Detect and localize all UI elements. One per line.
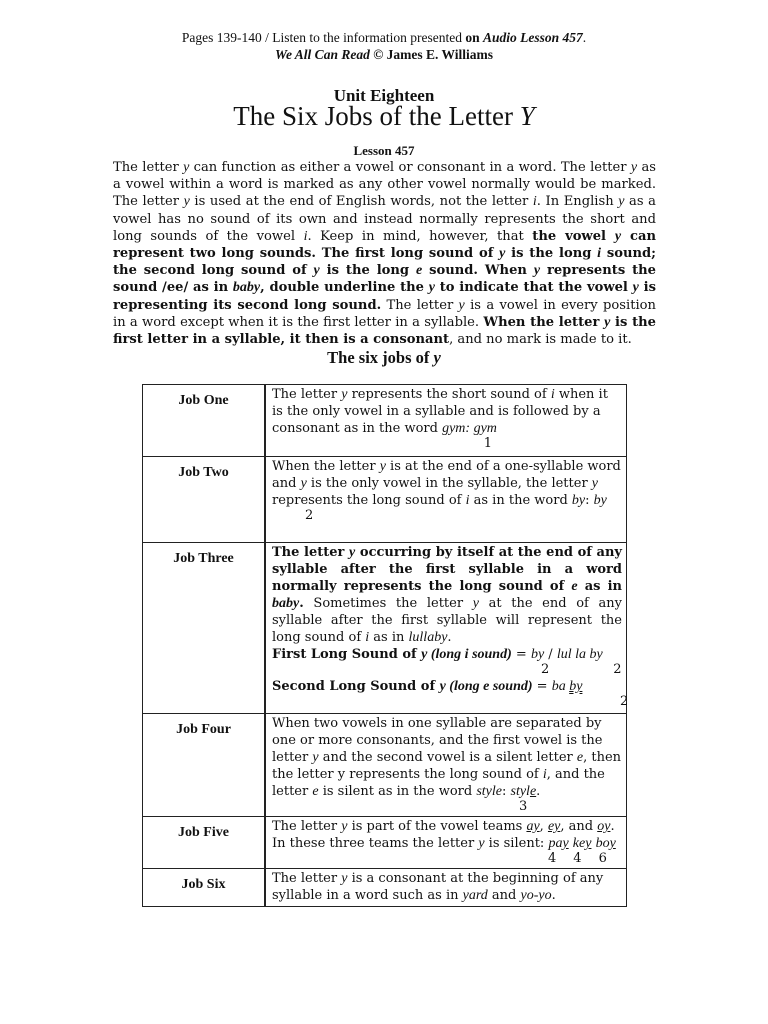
punctuation: : <box>501 784 511 799</box>
job-text: as in the word <box>469 493 572 508</box>
intro-text: . Keep in mind, however, that <box>307 228 533 244</box>
header-line-2 <box>0 47 768 63</box>
intro-bold-text: is the long <box>319 263 416 279</box>
header-prefix: Pages 139-140 / Listen to the information presented <box>181 30 466 45</box>
intro-letter-y: y <box>618 194 625 210</box>
letter-y: y <box>341 387 348 402</box>
job-text: is a consonant at the beginning of any syllable in a word such as in <box>272 871 604 903</box>
example-word: styl <box>510 784 530 799</box>
intro-text: The letter <box>113 160 184 175</box>
header-line-1 <box>0 30 768 46</box>
job-text: represents the short sound of <box>347 387 551 402</box>
intro-text: as a vowel within a word is marked as any other vowel normally would be marked. The letter <box>113 160 656 210</box>
silent-y: y <box>609 836 616 851</box>
punctuation: : <box>585 493 594 508</box>
vowel-mark: 6 <box>598 851 607 866</box>
letter-y: y <box>341 819 348 834</box>
letter-y: y <box>349 545 356 560</box>
vowel-mark: 4 <box>573 851 582 866</box>
intro-letter-y: y <box>499 246 506 262</box>
intro-text: can function as either a vowel or consonant in a word. The letter <box>189 160 631 175</box>
letter-i: i <box>365 630 370 645</box>
intro-letter-i: i <box>303 228 308 244</box>
long-i-sound-note: (long i sound) <box>427 647 512 662</box>
job-text: at the end of any syllable after the first syllable will represent the long sound of <box>272 596 622 645</box>
job-text: and <box>487 888 521 903</box>
job-text: is part of the vowel teams <box>347 819 527 834</box>
header-period: . <box>582 30 587 45</box>
jobs-heading-letter: y <box>433 348 441 367</box>
punctuation: , <box>539 819 548 834</box>
punctuation: / <box>544 647 557 662</box>
job-text: is silent as in the word <box>318 784 477 799</box>
intro-letter-y: y <box>630 160 638 175</box>
intro-bold-text: is representing its second long sound. <box>113 280 656 313</box>
intro-letter-i: i <box>532 194 537 210</box>
intro-bold-text: is the first letter in a syllable, it then is a consonant <box>113 314 656 348</box>
job-label: Job Three <box>143 543 266 714</box>
intro-text: is a vowel in every position in a word except when it is the first letter in a syllable. <box>113 297 656 330</box>
job-text: as in <box>369 630 409 645</box>
job-text: Sometimes the letter <box>303 596 473 611</box>
example-word: by <box>593 493 607 508</box>
job-text: The letter <box>272 545 350 560</box>
table-row <box>143 714 627 817</box>
page-title <box>0 101 768 132</box>
job-label: Job Six <box>143 869 266 907</box>
example-word: lul la by <box>556 647 603 662</box>
intro-text: is used at the end of English words, not the letter <box>189 194 533 210</box>
book-title: We All Can Read <box>274 47 370 62</box>
unit-heading: Unit Eighteen <box>333 86 435 105</box>
job-text: occurring by itself at the end of any syllable after the first syllable in a word normally represents the long sound of <box>272 545 622 594</box>
second-long-sound-label: Second Long Sound of <box>272 679 440 694</box>
equals: = <box>532 679 552 694</box>
letter-i: i <box>542 767 547 782</box>
title-letter: Y <box>519 101 535 131</box>
job-text: , and the letter <box>272 767 605 799</box>
vowel-team-ay: ay <box>526 819 540 834</box>
job-description <box>265 457 627 543</box>
table-row <box>143 869 627 907</box>
intro-bold-text: is the long <box>505 246 598 262</box>
silent-e: e <box>529 784 537 799</box>
jobs-table <box>142 384 627 907</box>
intro-text: The letter <box>381 297 459 313</box>
letter-y: y <box>421 647 428 662</box>
silent-y: y <box>562 836 569 851</box>
letter-y: y <box>478 836 485 851</box>
letter-i: i <box>465 493 470 508</box>
silent-y: y <box>585 836 592 851</box>
intro-letter-y: y <box>183 160 190 175</box>
example-word: lullaby <box>408 630 448 645</box>
jobs-heading <box>0 348 768 368</box>
example-word: pa <box>548 836 563 851</box>
intro-bold-text: sound. When <box>422 263 534 279</box>
punctuation: . <box>551 888 556 903</box>
job-description <box>265 385 627 457</box>
intro-bold-text: sound; the second long sound of <box>113 246 656 279</box>
vowel-mark: 2 <box>305 508 314 523</box>
job-text: is silent: <box>484 836 549 851</box>
example-word: bo <box>595 836 610 851</box>
letter-y: y <box>379 459 386 474</box>
job-description <box>265 869 627 907</box>
intro-letter-y: y <box>428 280 435 296</box>
intro-letter-y: y <box>533 263 541 279</box>
job-description <box>265 817 627 869</box>
intro-text: as a vowel has no sound of its own and instead normally represents the short and long sounds of the vowel <box>113 194 656 244</box>
vowel-mark: 1 <box>483 436 492 451</box>
intro-letter-y: y <box>632 280 639 296</box>
job-text: When two vowels in one syllable are separated by one or more consonants, and the first vowel is the letter <box>272 716 603 765</box>
punctuation: . <box>610 819 615 834</box>
example-word: gym: gym <box>442 421 497 436</box>
job-label: Job Four <box>143 714 266 817</box>
intro-text: , and no mark is made to it. <box>449 332 632 348</box>
intro-bold-text: represents the sound /ee/ as in <box>113 263 656 296</box>
vowel-team-oy: oy <box>597 819 611 834</box>
header-on: on <box>465 30 483 45</box>
example-word: ba <box>551 679 570 694</box>
vowel-mark: 3 <box>519 799 528 814</box>
job-text: , then the letter y represents the long sound of <box>272 750 622 782</box>
letter-i: i <box>550 387 555 402</box>
vowel-mark: 4 <box>548 851 557 866</box>
intro-letter-i: i <box>597 246 602 262</box>
intro-letter-y: y <box>604 314 611 330</box>
job-label: Job Five <box>143 817 266 869</box>
example-word: by <box>571 493 586 508</box>
intro-paragraph <box>113 159 656 348</box>
job-text: and the second vowel is a silent letter <box>318 750 577 765</box>
job-text: The letter <box>272 819 342 834</box>
letter-y: y <box>300 476 307 491</box>
equals: = <box>511 647 531 662</box>
vowel-team-ey: ey <box>547 819 561 834</box>
example-word: by <box>530 647 545 662</box>
job-text: as in <box>577 579 623 594</box>
letter-y: y <box>472 596 479 611</box>
long-e-sound-note: (long e sound) <box>445 679 533 694</box>
letter-e: e <box>571 579 578 594</box>
intro-bold-text: can represent two long sounds. The first long sound of <box>113 228 656 262</box>
intro-letter-y: y <box>313 263 320 279</box>
jobs-heading-text: The six jobs of <box>327 348 434 367</box>
intro-letter-e: e <box>415 263 423 279</box>
example-word: yard <box>462 888 488 903</box>
job-label: Job One <box>143 385 266 457</box>
example-word: style <box>476 784 502 799</box>
letter-e: e <box>312 784 319 799</box>
letter-y: y <box>341 871 348 886</box>
intro-word-baby: baby <box>232 280 261 296</box>
letter-y: y <box>439 679 446 694</box>
vowel-mark: 2 <box>613 662 622 677</box>
job-description <box>265 543 627 714</box>
intro-bold-text: to indicate that the vowel <box>434 280 633 296</box>
job-text: In these three teams the letter <box>272 836 479 851</box>
first-long-sound-label: First Long Sound of <box>272 647 422 662</box>
intro-letter-y: y <box>183 194 190 210</box>
example-word-double-underlined: by <box>569 679 583 694</box>
intro-bold-text: , double underline the <box>260 280 429 296</box>
job-text: represents the long sound of <box>272 493 466 508</box>
table-row <box>143 457 627 543</box>
copyright: © James E. Williams <box>373 47 494 62</box>
vowel-mark: 2 <box>541 662 550 677</box>
intro-bold-text: When the letter <box>483 314 605 330</box>
job-text: is the only vowel in the syllable, the letter <box>306 476 592 491</box>
job-text: When the letter <box>272 459 380 474</box>
punctuation: . <box>447 630 452 645</box>
header-audio-lesson: Audio Lesson 457 <box>482 30 583 45</box>
example-word: baby <box>272 596 300 611</box>
table-row <box>143 543 627 714</box>
punctuation: , and <box>560 819 598 834</box>
table-row <box>143 385 627 457</box>
intro-letter-y: y <box>614 228 622 244</box>
job-text: The letter <box>272 387 342 402</box>
letter-y: y <box>591 476 599 491</box>
vowel-mark: 2 <box>620 694 629 709</box>
example-word: yo-yo <box>520 888 552 903</box>
lesson-number: Lesson 457 <box>353 143 415 158</box>
job-text: is at the end of a one-syllable word and <box>272 459 621 491</box>
example-word: ke <box>572 836 586 851</box>
punctuation: . <box>536 784 541 799</box>
intro-bold-text: the vowel <box>532 228 615 244</box>
job-text: The letter <box>272 871 342 886</box>
letter-e: e <box>576 750 584 765</box>
title-text: The Six Jobs of the Letter <box>233 101 520 131</box>
table-row <box>143 817 627 869</box>
job-description <box>265 714 627 817</box>
job-label: Job Two <box>143 457 266 543</box>
letter-y: y <box>312 750 319 765</box>
intro-letter-y: y <box>458 297 465 313</box>
intro-text: . In English <box>536 194 619 210</box>
job-text: when it is the only vowel in a syllable and is followed by a consonant as in the word <box>272 387 608 436</box>
punctuation: . <box>299 596 304 611</box>
